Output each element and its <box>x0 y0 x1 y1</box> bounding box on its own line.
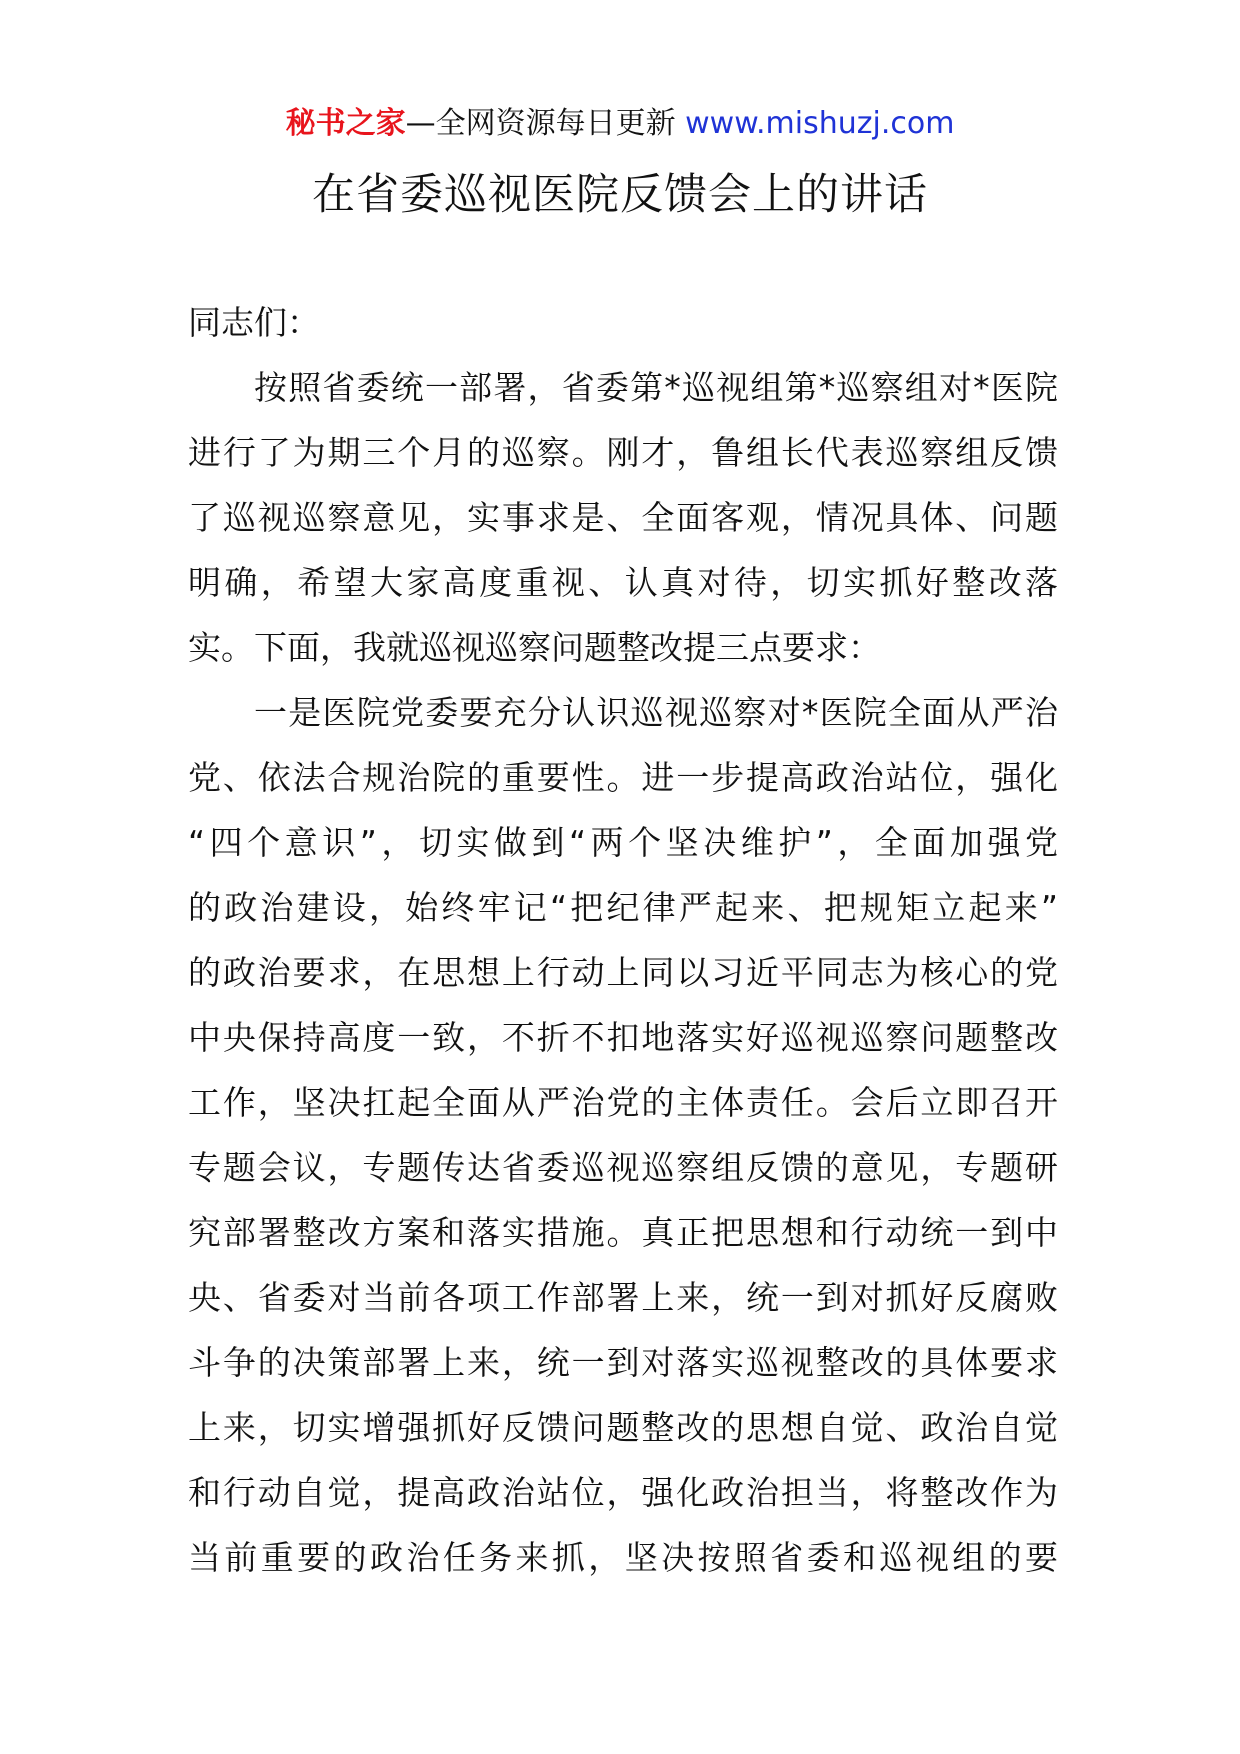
text-line: 一是医院党委要充分认识巡视巡察对*医院全面从严治 <box>254 693 1058 732</box>
salutation: 同志们： <box>188 303 320 342</box>
text-line: 中央保持高度一致，不折不扣地落实好巡视巡察问题整改 <box>188 1018 1058 1057</box>
site-url-link[interactable]: www.mishuzj.com <box>685 106 955 141</box>
paragraph-2 <box>188 680 1058 1590</box>
text-line: 党、依法合规治院的重要性。进一步提高政治站位，强化 <box>188 758 1058 797</box>
document-body <box>188 290 1058 1590</box>
text-line: 的政治要求，在思想上行动上同以习近平同志为核心的党 <box>188 953 1058 992</box>
text-line: 进行了为期三个月的巡察。刚才，鲁组长代表巡察组反馈 <box>188 433 1058 472</box>
text-line: “四个意识”，切实做到“两个坚决维护”，全面加强党 <box>188 823 1058 862</box>
header-slogan: —全网资源每日更新 <box>405 106 686 141</box>
text-line: 和行动自觉，提高政治站位，强化政治担当，将整改作为 <box>188 1473 1058 1512</box>
text-line: 当前重要的政治任务来抓，坚决按照省委和巡视组的要 <box>188 1538 1058 1577</box>
paragraph-1 <box>188 355 1058 680</box>
text-line: 央、省委对当前各项工作部署上来，统一到对抓好反腐败 <box>188 1278 1058 1317</box>
text-line: 究部署整改方案和落实措施。真正把思想和行动统一到中 <box>188 1213 1058 1252</box>
brand-name: 秘书之家 <box>285 106 406 141</box>
text-line: 工作，坚决扛起全面从严治党的主体责任。会后立即召开 <box>188 1083 1058 1122</box>
text-line: 按照省委统一部署，省委第*巡视组第*巡察组对*医院 <box>254 368 1058 407</box>
document-title: 在省委巡视医院反馈会上的讲话 <box>312 170 928 220</box>
text-line: 上来，切实增强抓好反馈问题整改的思想自觉、政治自觉 <box>188 1408 1058 1447</box>
text-line: 专题会议，专题传达省委巡视巡察组反馈的意见，专题研 <box>188 1148 1058 1187</box>
site-header <box>0 100 1240 148</box>
text-line: 斗争的决策部署上来，统一到对落实巡视整改的具体要求 <box>188 1343 1058 1382</box>
text-line: 明确，希望大家高度重视、认真对待，切实抓好整改落 <box>188 563 1058 602</box>
text-line: 实。下面，我就巡视巡察问题整改提三点要求： <box>188 628 881 667</box>
text-line: 了巡视巡察意见，实事求是、全面客观，情况具体、问题 <box>188 498 1058 537</box>
text-line: 的政治建设，始终牢记“把纪律严起来、把规矩立起来” <box>188 888 1058 927</box>
